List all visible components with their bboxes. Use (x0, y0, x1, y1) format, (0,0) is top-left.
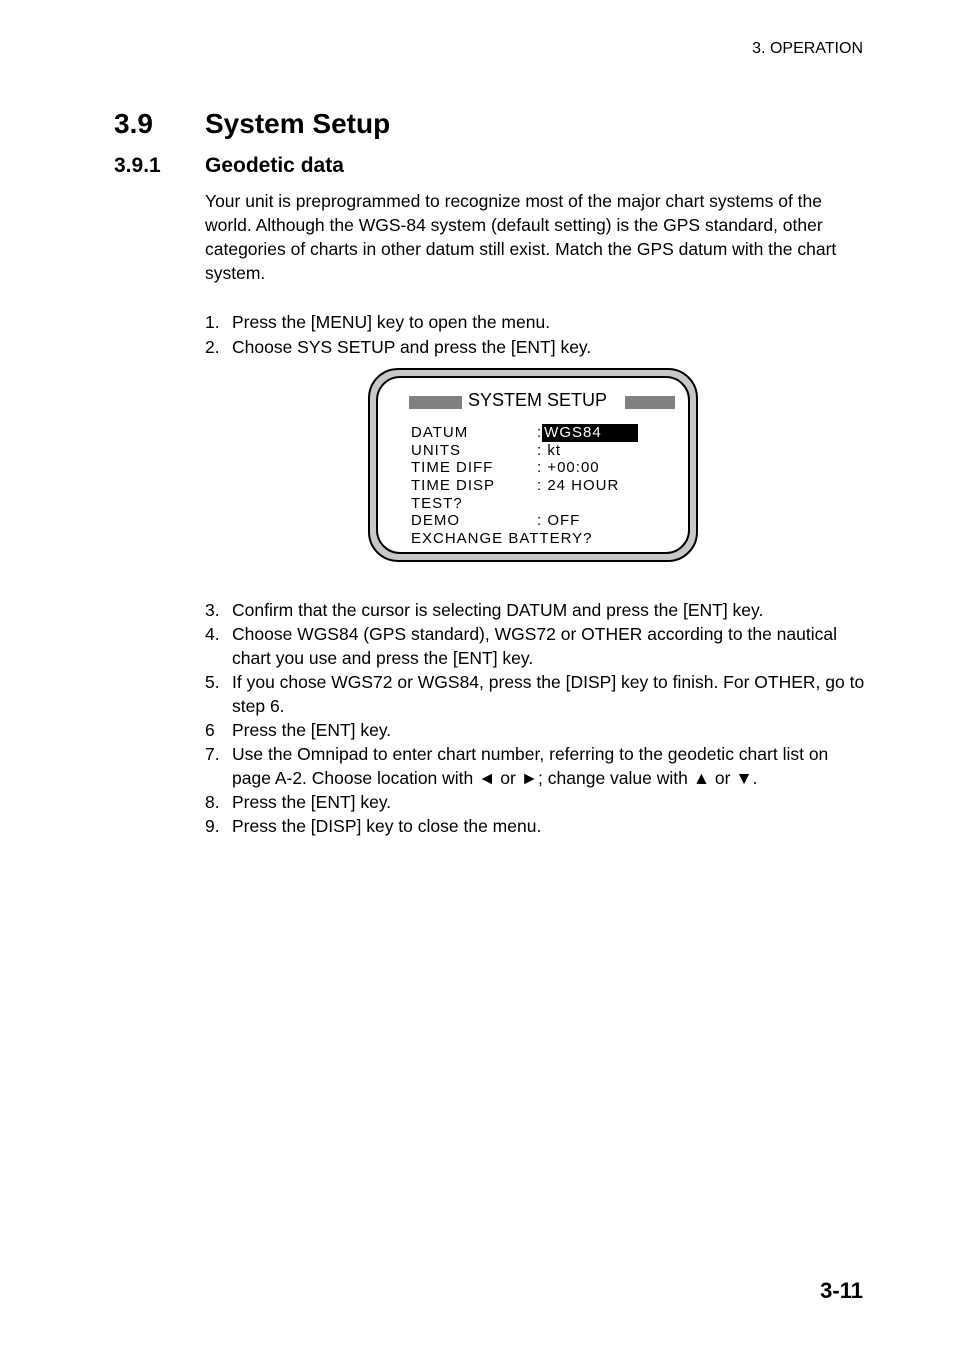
subsection-title: Geodetic data (205, 154, 344, 177)
step-number: 4. (205, 624, 220, 644)
subsection-heading (114, 154, 344, 178)
menu-label: DEMO (411, 512, 460, 530)
datum-cursor-highlight[interactable]: WGS84 (542, 424, 638, 442)
step-text: Press the [DISP] key to close the menu. (232, 816, 542, 836)
list-item (205, 670, 865, 718)
step-text: Choose SYS SETUP and press the [ENT] key. (232, 337, 592, 357)
menu-label: TIME DIFF (411, 459, 494, 477)
list-item (205, 622, 865, 670)
intro-paragraph: Your unit is preprogrammed to recognize most of the major chart systems of the world. Although the WGS-84 system (default setting) is the GPS standard, other categories of charts in other datum still exist. Match the GPS datum with the chart system. (205, 191, 837, 283)
list-item (205, 742, 865, 790)
menu-label: DATUM (411, 424, 469, 441)
section-heading (114, 108, 390, 140)
menu-label: TEST? (411, 494, 463, 512)
step-text: Use the Omnipad to enter chart number, referring to the geodetic chart list on page A-2. Choose location with ◄ or ►; change value with ▲ or ▼. (232, 744, 829, 788)
section-number: 3.9 (114, 108, 153, 139)
system-setup-screen (368, 368, 698, 562)
step-number: 7. (205, 744, 220, 764)
step-number: 5. (205, 672, 220, 692)
menu-value: : WGS84 (537, 424, 638, 442)
section-title: System Setup (205, 108, 391, 139)
step-text: Press the [MENU] key to open the menu. (232, 312, 551, 332)
steps-list-after (205, 598, 865, 838)
menu-value: : 24 HOUR (537, 477, 620, 495)
title-bar-right (625, 396, 675, 409)
step-number: 2. (205, 337, 220, 357)
list-item (205, 310, 865, 334)
list-item (205, 718, 865, 742)
screen-title-row (409, 390, 675, 412)
step-number: 1. (205, 312, 220, 332)
step-number: 6 (205, 720, 215, 740)
title-bar-left (409, 396, 462, 409)
step-number: 3. (205, 600, 220, 620)
menu-value: : OFF (537, 512, 581, 530)
list-item (205, 598, 865, 622)
menu-label: TIME DISP (411, 477, 496, 495)
menu-label: UNITS (411, 441, 461, 459)
step-text: Press the [ENT] key. (232, 792, 392, 812)
step-text: Press the [ENT] key. (232, 720, 392, 740)
screen-display (376, 376, 690, 554)
menu-value: : +00:00 (537, 459, 600, 477)
step-text: Confirm that the cursor is selecting DATUM and press the [ENT] key. (232, 600, 764, 620)
steps-list-before (205, 310, 865, 360)
list-item (205, 335, 865, 359)
menu-value: : kt (537, 441, 562, 459)
list-item (205, 790, 865, 814)
step-text: Choose WGS84 (GPS standard), WGS72 or OTHER according to the nautical chart you use and press the [ENT] key. (232, 624, 837, 668)
step-number: 8. (205, 792, 220, 812)
step-number: 9. (205, 816, 220, 836)
menu-label: EXCHANGE BATTERY? (411, 530, 593, 548)
subsection-number: 3.9.1 (114, 154, 161, 177)
screen-title: SYSTEM SETUP (468, 390, 608, 410)
page-number: 3-11 (820, 1278, 863, 1303)
running-header: 3. OPERATION (752, 40, 863, 57)
list-item (205, 814, 865, 838)
step-text: If you chose WGS72 or WGS84, press the [DISP] key to finish. For OTHER, go to step 6. (232, 672, 865, 716)
